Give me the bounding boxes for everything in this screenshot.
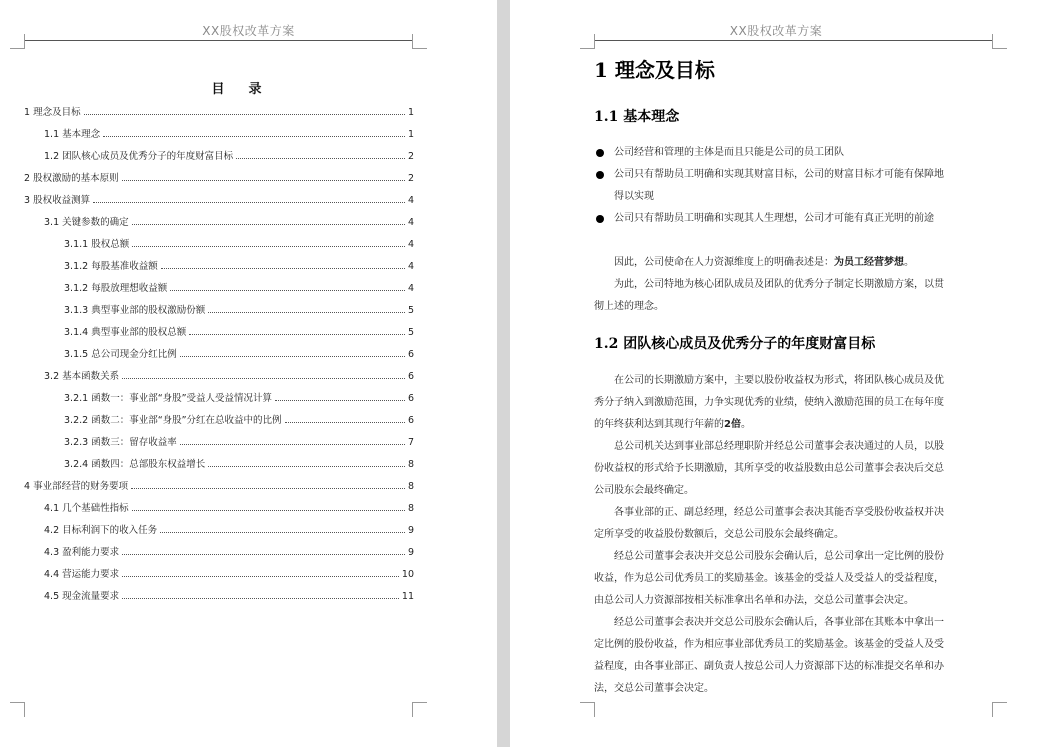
- bullet-text: 公司只有帮助员工明确和实现其人生理想，公司才可能有真正光明的前途: [614, 213, 934, 224]
- toc-entry-label: 3.1.2 每股基准收益额: [64, 261, 158, 272]
- paragraph-line: 公司股东会最终确定。: [594, 485, 694, 496]
- bullet-text: 公司经营和管理的主体是而且只能是公司的员工团队: [614, 147, 844, 158]
- toc-page: [0, 0, 497, 747]
- toc-leader: [122, 171, 405, 181]
- toc-entry-label: 1.2 团队核心成员及优秀分子的年度财富目标: [44, 151, 234, 162]
- heading-1: 1 理念及目标: [594, 58, 715, 82]
- mission-suffix: 。: [904, 257, 914, 268]
- toc-entry-page: 8: [407, 459, 414, 470]
- salary-multiple: 2倍: [724, 419, 741, 430]
- header-rule: [594, 40, 992, 41]
- paragraph-line: 彻上述的理念。: [594, 301, 664, 312]
- paragraph-line: 法，交总公司董事会决定。: [594, 683, 714, 694]
- toc-entry-page: 8: [407, 481, 414, 492]
- toc-leader: [122, 545, 405, 555]
- toc-leader: [160, 523, 405, 533]
- toc-entry-label: 4.1 几个基础性指标: [44, 503, 129, 514]
- toc-entry-label: 4.5 现金流量要求: [44, 591, 120, 602]
- toc-entry[interactable]: [0, 478, 414, 494]
- toc-leader: [122, 589, 399, 599]
- toc-entry[interactable]: [0, 544, 414, 560]
- toc-entry-page: 6: [407, 371, 414, 382]
- toc-entry-page: 1: [407, 129, 414, 140]
- page-gutter: [497, 0, 510, 747]
- toc-entry[interactable]: [0, 434, 414, 450]
- toc-entry-label: 3.1 关键参数的确定: [44, 217, 129, 228]
- toc-entry[interactable]: [0, 214, 414, 230]
- toc-leader: [285, 413, 405, 423]
- toc-entry[interactable]: [0, 170, 414, 186]
- crop-mark: [10, 34, 25, 49]
- crop-mark: [412, 34, 427, 49]
- crop-mark: [992, 34, 1007, 49]
- paragraph-line: 总公司机关达到事业部总经理职阶并经总公司董事会表决通过的人员，以股: [614, 441, 944, 452]
- toc-leader: [131, 479, 405, 489]
- paragraph-line: 各事业部的正、副总经理，经总公司董事会表决其能否享受股份收益权并决: [614, 507, 944, 518]
- paragraph-line: 在公司的长期激励方案中，主要以股份收益权为形式，将团队核心成员及优: [614, 375, 944, 386]
- paragraph-line: [594, 414, 994, 436]
- heading-1-1: 1.1 基本理念: [594, 109, 680, 125]
- bullet-dot: [596, 149, 604, 157]
- toc-entry-page: 10: [401, 569, 414, 580]
- toc-entry-label: 3.2.2 函数二：事业部“身股”分红在总收益中的比例: [64, 415, 282, 426]
- toc-leader: [103, 127, 405, 137]
- toc-entry-page: 6: [407, 393, 414, 404]
- toc-entry[interactable]: [0, 148, 414, 164]
- paragraph-line: 定所享受的收益股份数额后，交总公司股东会最终确定。: [594, 529, 844, 540]
- toc-entry-page: 9: [407, 547, 414, 558]
- toc-entry[interactable]: [0, 104, 414, 120]
- toc-entry[interactable]: [0, 522, 414, 538]
- toc-leader: [122, 567, 399, 577]
- toc-entry[interactable]: [0, 390, 414, 406]
- toc-entry-label: 3.2.4 函数四：总部股东权益增长: [64, 459, 206, 470]
- toc-entry-label: 3.1.4 典型事业部的股权总额: [64, 327, 187, 338]
- toc-entry-page: 7: [407, 437, 414, 448]
- crop-mark: [580, 702, 595, 717]
- toc-entry[interactable]: [0, 302, 414, 318]
- paragraph-line: 份收益权的形式给予长期激励，其所享受的收益股数由总公司董事会表决后交总: [594, 463, 944, 474]
- toc-entry-page: 4: [407, 239, 414, 250]
- toc-title: 目录: [211, 82, 286, 97]
- toc-entry-page: 11: [401, 591, 414, 602]
- toc-entry-label: 3.2 基本函数关系: [44, 371, 120, 382]
- toc-entry[interactable]: [0, 456, 414, 472]
- toc-entry-page: 6: [407, 415, 414, 426]
- toc-leader: [208, 303, 405, 313]
- paragraph-line: 经总公司董事会表决并交总公司股东会确认后，各事业部在其账本中拿出一: [614, 617, 944, 628]
- toc-entry-label: 4.4 营运能力要求: [44, 569, 120, 580]
- paragraph-line: 由总公司人力资源部按相关标准拿出名单和办法，交总公司董事会决定。: [594, 595, 914, 606]
- toc-entry-label: 3.2.1 函数一：事业部“身股”受益人受益情况计算: [64, 393, 273, 404]
- paragraph-line: 定比例的股份收益，作为相应事业部优秀员工的奖励基金。该基金的受益人及受: [594, 639, 944, 650]
- text-run: 。: [740, 419, 751, 430]
- toc-entry[interactable]: [0, 500, 414, 516]
- toc-entry-page: 8: [407, 503, 414, 514]
- toc-entry[interactable]: [0, 280, 414, 296]
- toc-leader: [180, 347, 405, 357]
- toc-entry[interactable]: [0, 236, 414, 252]
- toc-entry-page: 2: [407, 173, 414, 184]
- toc-leader: [132, 215, 405, 225]
- paragraph-line: 秀分子纳入到激励范围，力争实现优秀的业绩，使纳入激励范围的员工在每年度: [594, 397, 944, 408]
- crop-mark: [992, 702, 1007, 717]
- toc-leader: [275, 391, 405, 401]
- toc-leader: [122, 369, 405, 379]
- toc-entry-page: 6: [407, 349, 414, 360]
- toc-leader: [189, 325, 405, 335]
- toc-entry-page: 5: [407, 305, 414, 316]
- toc-entry-label: 4 事业部经营的财务要项: [24, 481, 129, 492]
- toc-entry[interactable]: [0, 192, 414, 208]
- toc-entry-page: 4: [407, 261, 414, 272]
- toc-entry[interactable]: [0, 566, 414, 582]
- page-header-title: XX股权改革方案: [729, 24, 823, 38]
- toc-entry-page: 5: [407, 327, 414, 338]
- toc-entry-label: 1 理念及目标: [24, 107, 81, 118]
- toc-leader: [84, 105, 405, 115]
- text-run: 的年终获利达到其现行年薪的: [594, 419, 724, 430]
- mission-statement: [614, 252, 994, 274]
- crop-mark: [412, 702, 427, 717]
- toc-entry-label: 3.1.3 典型事业部的股权激励份额: [64, 305, 206, 316]
- toc-entry-page: 2: [407, 151, 414, 162]
- mission-prefix: 因此，公司使命在人力资源维度上的明确表述是：: [614, 257, 834, 268]
- bullet-dot: [596, 171, 604, 179]
- toc-entry[interactable]: [0, 126, 414, 142]
- paragraph-line: 收益，作为总公司优秀员工的奖励基金。该基金的受益人及受益人的受益程度，: [594, 573, 944, 584]
- toc-entry-label: 4.3 盈利能力要求: [44, 547, 120, 558]
- toc-leader: [93, 193, 405, 203]
- paragraph-line: 经总公司董事会表决并交总公司股东会确认后，总公司拿出一定比例的股份: [614, 551, 944, 562]
- paragraph-line: 益程度，由各事业部正、副负责人按总公司人力资源部下达的标准提交名单和办: [594, 661, 944, 672]
- toc-entry-label: 2 股权激励的基本原则: [24, 173, 119, 184]
- toc-leader: [208, 457, 405, 467]
- toc-entry[interactable]: [0, 588, 414, 604]
- toc-entry-label: 3.1.1 股权总额: [64, 239, 130, 250]
- toc-entry-label: 3.1.2 每股放理想收益额: [64, 283, 168, 294]
- toc-leader: [132, 237, 405, 247]
- toc-entry[interactable]: [0, 346, 414, 362]
- header-rule: [24, 40, 412, 41]
- bullet-text-continued: 得以实现: [614, 191, 654, 202]
- toc-entry-page: 4: [407, 283, 414, 294]
- page-header-title: XX股权改革方案: [202, 24, 295, 38]
- bullet-text: 公司只有帮助员工明确和实现其财富目标，公司的财富目标才可能有保障地: [614, 169, 944, 180]
- toc-leader: [132, 501, 405, 511]
- toc-leader: [170, 281, 405, 291]
- toc-entry-label: 3 股权收益测算: [24, 195, 91, 206]
- toc-entry-label: 3.1.5 总公司现金分红比例: [64, 349, 177, 360]
- toc-leader: [180, 435, 405, 445]
- paragraph-line: 为此，公司特地为核心团队成员及团队的优秀分子制定长期激励方案，以贯: [614, 279, 944, 290]
- toc-entry[interactable]: [0, 258, 414, 274]
- toc-leader: [161, 259, 405, 269]
- heading-1-2: 1.2 团队核心成员及优秀分子的年度财富目标: [594, 336, 876, 352]
- toc-entry[interactable]: [0, 368, 414, 384]
- crop-mark: [10, 702, 25, 717]
- toc-entry-page: 4: [407, 217, 414, 228]
- toc-entry-page: 1: [407, 107, 414, 118]
- toc-entry-page: 4: [407, 195, 414, 206]
- toc-entry[interactable]: [0, 324, 414, 340]
- bullet-dot: [596, 215, 604, 223]
- toc-entry[interactable]: [0, 412, 414, 428]
- mission-emphasis: 为员工经营梦想: [834, 257, 904, 268]
- crop-mark: [580, 34, 595, 49]
- toc-entry-label: 3.2.3 函数三：留存收益率: [64, 437, 177, 448]
- toc-entry-label: 1.1 基本理念: [44, 129, 101, 140]
- toc-entry-page: 9: [407, 525, 414, 536]
- toc-entry-label: 4.2 目标利润下的收入任务: [44, 525, 158, 536]
- toc-leader: [236, 149, 405, 159]
